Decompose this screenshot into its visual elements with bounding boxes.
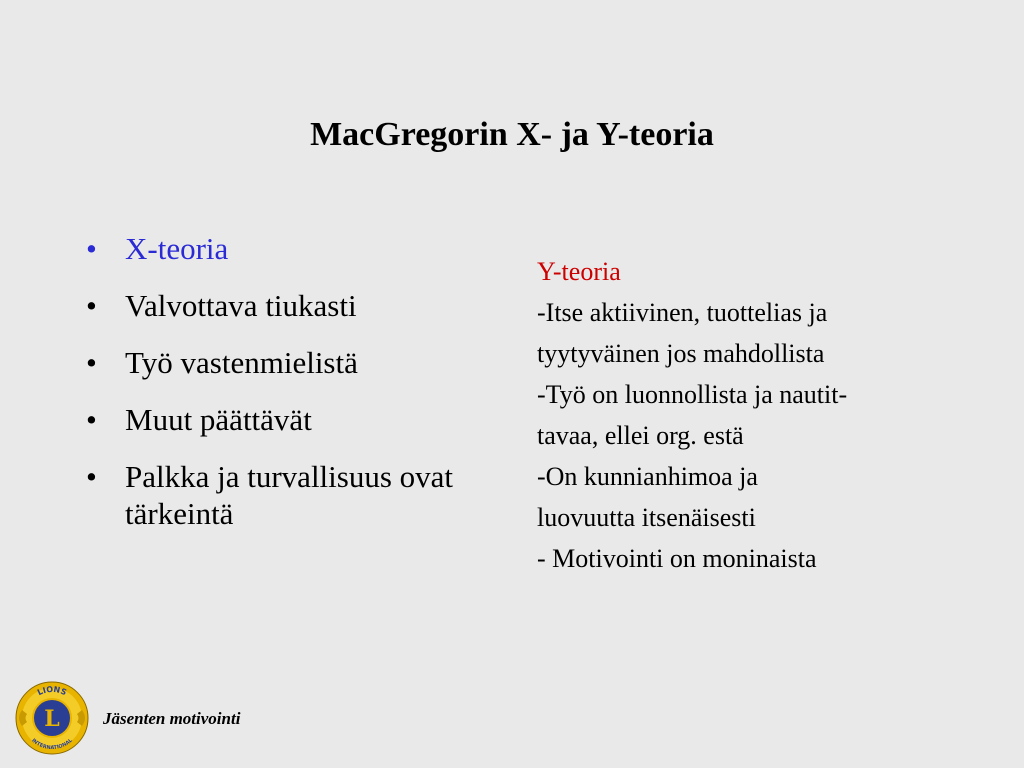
bullet-icon: •: [86, 231, 97, 266]
svg-text:L: L: [44, 706, 60, 732]
y-theory-block: [537, 251, 977, 579]
bullet-icon: •: [86, 345, 97, 380]
y-theory-line: -Työ on luonnollista ja nautit-: [537, 380, 848, 409]
svg-text:INTERNATIONAL: INTERNATIONAL: [30, 737, 74, 752]
bullet-text: Muut päättävät: [125, 402, 312, 437]
bullet-item: [82, 230, 502, 267]
x-theory-bullet-list: [82, 230, 502, 552]
y-theory-line: - Motivointi on moninaista: [537, 544, 817, 573]
bullet-icon: •: [86, 459, 97, 494]
bullet-text: Palkka ja turvallisuus ovat tärkeintä: [125, 459, 454, 531]
lions-club-emblem-icon: [14, 680, 90, 756]
footer-caption: Jäsenten motivointi: [103, 709, 241, 728]
svg-text:LIONS: LIONS: [35, 684, 69, 698]
bullet-item: [82, 344, 502, 381]
y-theory-line: tavaa, ellei org. estä: [537, 421, 744, 450]
y-theory-line: -On kunnianhimoa ja: [537, 462, 758, 491]
y-theory-line: luovuutta itsenäisesti: [537, 503, 756, 532]
bullet-icon: •: [86, 402, 97, 437]
y-theory-line: -Itse aktiivinen, tuottelias ja: [537, 298, 828, 327]
y-theory-line: tyytyväinen jos mahdollista: [537, 339, 825, 368]
slide-title: MacGregorin X- ja Y-teoria: [310, 116, 714, 153]
y-theory-heading: Y-teoria: [537, 257, 621, 286]
bullet-item: [82, 458, 502, 532]
bullet-item: [82, 401, 502, 438]
bullet-item: [82, 287, 502, 324]
bullet-text: Työ vastenmielistä: [125, 345, 358, 380]
bullet-icon: •: [86, 288, 97, 323]
bullet-text: X-teoria: [125, 231, 229, 266]
bullet-text: Valvottava tiukasti: [125, 288, 357, 323]
